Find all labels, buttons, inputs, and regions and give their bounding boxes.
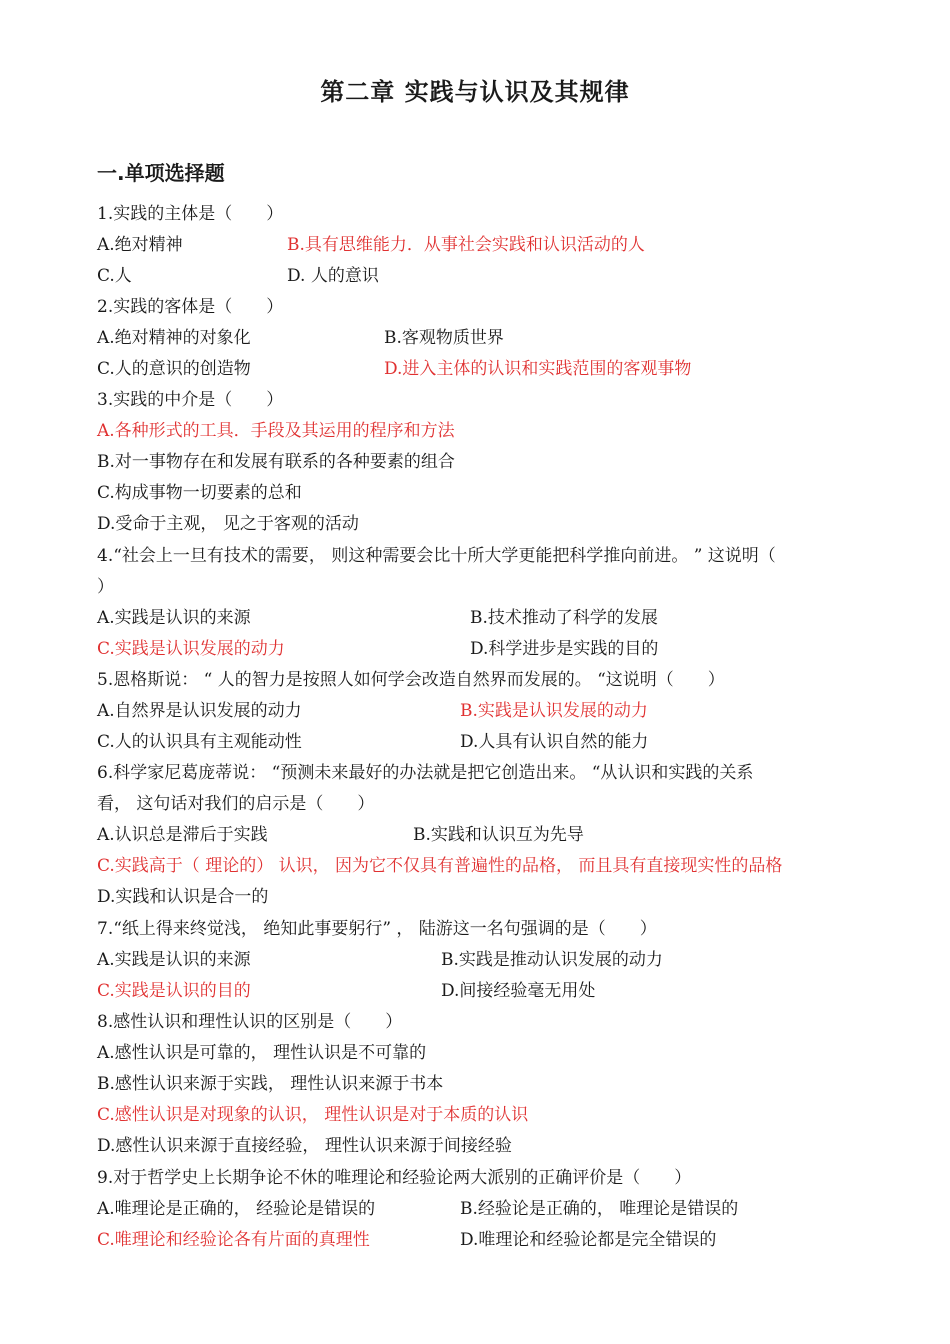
q8-option-c-answer: C.感性认识是对现象的认识， 理性认识是对于本质的认识 [97,1105,529,1125]
page-title: 第二章 实践与认识及其规律 [320,78,630,106]
q4-option-a: A.实践是认识的来源 [97,608,251,628]
q6-option-b: B.实践和认识互为先导 [413,825,584,845]
q7-option-c-answer: C.实践是认识的目的 [97,981,251,1001]
q9-option-b: B.经验论是正确的， 唯理论是错误的 [460,1199,739,1219]
question-7-stem: 7.“纸上得来终觉浅， 绝知此事要躬行” ， 陆游这一名句强调的是（ ） [97,919,657,939]
q8-option-b: B.感性认识来源于实践， 理性认识来源于书本 [97,1074,444,1094]
q2-option-a: A.绝对精神的对象化 [97,328,251,348]
question-6-stem: 6.科学家尼葛庞蒂说： “预测未来最好的办法就是把它创造出来。 “从认识和实践的关系 [97,763,754,783]
q3-option-c: C.构成事物一切要素的总和 [97,483,302,503]
q7-option-a: A.实践是认识的来源 [97,950,251,970]
q1-option-b-answer: B.具有思维能力．从事社会实践和认识活动的人 [287,235,645,255]
q4-option-c-answer: C.实践是认识发展的动力 [97,639,285,659]
question-5-stem: 5.恩格斯说： “ 人的智力是按照人如何学会改造自然界而发展的。 “这说明（ ） [97,670,725,690]
q9-option-a: A.唯理论是正确的， 经验论是错误的 [97,1199,376,1219]
q3-option-d: D.受命于主观， 见之于客观的活动 [97,514,359,534]
q3-option-b: B.对一事物存在和发展有联系的各种要素的组合 [97,452,455,472]
q7-option-b: B.实践是推动认识发展的动力 [441,950,663,970]
q1-option-d: D. 人的意识 [287,266,379,286]
q5-option-a: A.自然界是认识发展的动力 [97,701,302,721]
q1-option-c: C.人 [97,266,132,286]
question-8-stem: 8.感性认识和理性认识的区别是（ ） [97,1012,403,1032]
q2-option-c: C.人的意识的创造物 [97,359,251,379]
q8-option-a: A.感性认识是可靠的， 理性认识是不可靠的 [97,1043,427,1063]
q9-option-d: D.唯理论和经验论都是完全错误的 [460,1230,717,1250]
q4-option-d: D.科学进步是实践的目的 [470,639,659,659]
question-9-stem: 9.对于哲学史上长期争论不休的唯理论和经验论两大派别的正确评价是（ ） [97,1168,692,1188]
question-4-stem-cont: ） [97,577,114,597]
q1-option-a: A.绝对精神 [97,235,183,255]
q7-option-d: D.间接经验毫无用处 [441,981,596,1001]
q5-option-d: D.人具有认识自然的能力 [460,732,649,752]
q6-option-c-answer: C.实践高于（ 理论的） 认识， 因为它不仅具有普遍性的品格， 而且具有直接现实性的品格 [97,856,783,876]
q8-option-d: D.感性认识来源于直接经验， 理性认识来源于间接经验 [97,1136,512,1156]
q4-option-b: B.技术推动了科学的发展 [470,608,658,628]
q5-option-b-answer: B.实践是认识发展的动力 [460,701,648,721]
question-4-stem: 4.“社会上一旦有技术的需要， 则这种需要会比十所大学更能把科学推向前进。 ” 这说明（ [97,546,776,566]
question-2-stem: 2.实践的客体是（ ） [97,297,284,317]
q3-option-a-answer: A.各种形式的工具．手段及其运用的程序和方法 [97,421,455,441]
q2-option-d-answer: D.进入主体的认识和实践范围的客观事物 [384,359,692,379]
q6-option-d: D.实践和认识是合一的 [97,887,269,907]
q5-option-c: C.人的认识具有主观能动性 [97,732,302,752]
question-1-stem: 1.实践的主体是（ ） [97,204,284,224]
question-3-stem: 3.实践的中介是（ ） [97,390,284,410]
section-heading: 一.单项选择题 [97,161,225,185]
question-6-stem-cont: 看， 这句话对我们的启示是（ ） [97,794,375,814]
q2-option-b: B.客观物质世界 [384,328,504,348]
q6-option-a: A.认识总是滞后于实践 [97,825,268,845]
q9-option-c-answer: C.唯理论和经验论各有片面的真理性 [97,1230,370,1250]
